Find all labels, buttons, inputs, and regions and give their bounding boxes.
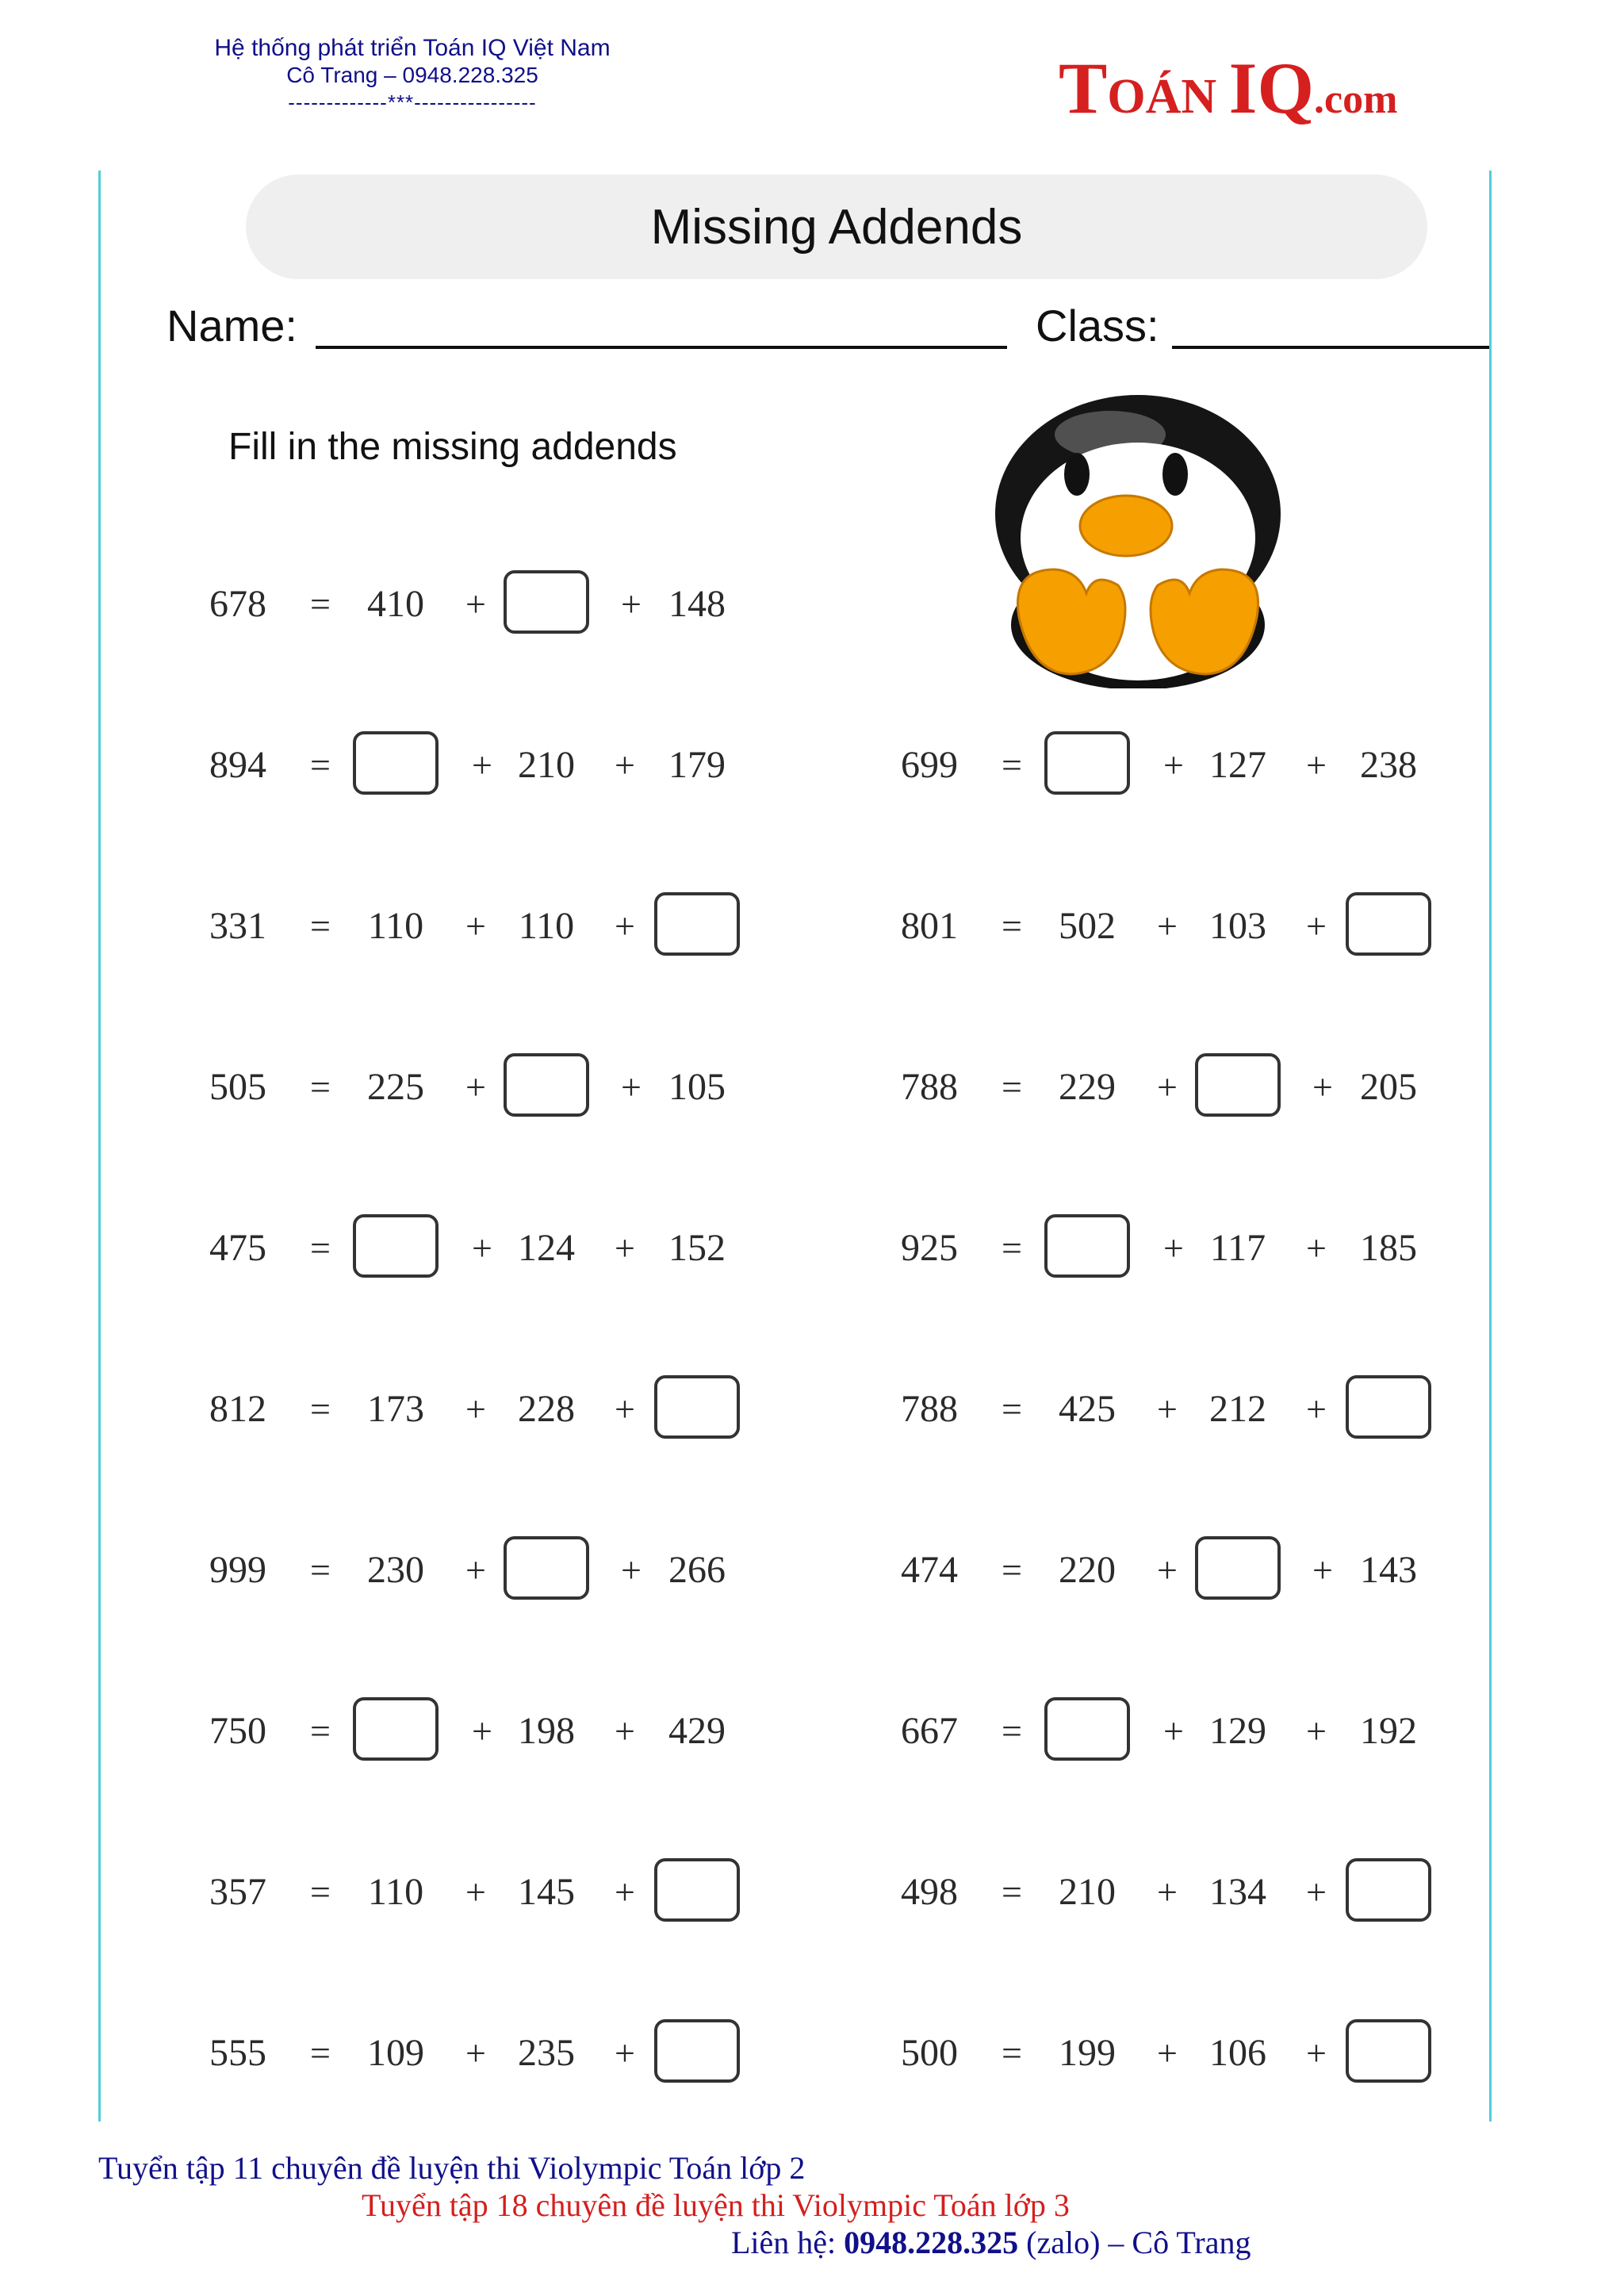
plus-sign: + [1312, 1550, 1333, 1590]
equals-sign: = [310, 1711, 331, 1751]
equation-total: 788 [901, 1066, 958, 1108]
equals-sign: = [1002, 1228, 1022, 1268]
addend-value: 124 [518, 1227, 575, 1269]
footer-contact-prefix: Liên hệ: [731, 2225, 845, 2260]
equation-row [891, 730, 1462, 801]
addend-value: 148 [668, 583, 726, 625]
footer-line-1: Tuyển tập 11 chuyên đề luyện thi Violympic Toán lớp 2 [98, 2150, 806, 2186]
instruction-text: Fill in the missing addends [228, 426, 677, 468]
equation-total: 999 [209, 1549, 266, 1591]
footer-line-2: Tuyển tập 18 chuyên đề luyện thi Violympic Toán lớp 3 [362, 2187, 1070, 2223]
equals-sign: = [310, 1228, 331, 1268]
plus-sign: + [615, 1228, 635, 1268]
plus-sign: + [1306, 1228, 1327, 1268]
equation-row [200, 1052, 771, 1123]
addend-value: 179 [668, 744, 726, 786]
addend-value: 410 [367, 583, 424, 625]
plus-sign: + [621, 1067, 642, 1107]
class-field[interactable] [1172, 346, 1489, 349]
penguin-illustration [991, 387, 1285, 688]
equation-total: 788 [901, 1388, 958, 1430]
addend-value: 199 [1059, 2032, 1116, 2074]
addend-value: 198 [518, 1710, 575, 1752]
equals-sign: = [1002, 1389, 1022, 1429]
plus-sign: + [465, 1872, 486, 1912]
plus-sign: + [1163, 1228, 1184, 1268]
equals-sign: = [310, 584, 331, 624]
equation-total: 699 [901, 744, 958, 786]
equation-total: 925 [901, 1227, 958, 1269]
addend-value: 192 [1360, 1710, 1417, 1752]
header-info [127, 35, 698, 116]
addend-value: 502 [1059, 905, 1116, 947]
equation-row [891, 891, 1462, 962]
equation-total: 500 [901, 2032, 958, 2074]
name-field[interactable] [316, 346, 1007, 349]
addend-value: 127 [1209, 744, 1266, 786]
addend-value: 185 [1360, 1227, 1417, 1269]
equation-total: 505 [209, 1066, 266, 1108]
plus-sign: + [621, 584, 642, 624]
penguin-left-eye [1064, 453, 1090, 496]
plus-sign: + [1157, 1550, 1178, 1590]
equals-sign: = [310, 2033, 331, 2073]
equation-row [200, 569, 771, 640]
addend-value: 173 [367, 1388, 424, 1430]
addend-value: 110 [367, 905, 424, 947]
equals-sign: = [310, 1389, 331, 1429]
missing-addend-box[interactable] [1346, 2019, 1431, 2083]
class-label: Class: [1036, 301, 1159, 351]
missing-addend-box[interactable] [1195, 1053, 1281, 1117]
plus-sign: + [465, 906, 486, 946]
plus-sign: + [1312, 1067, 1333, 1107]
site-logo [1059, 46, 1397, 130]
addend-value: 134 [1209, 1871, 1266, 1913]
equals-sign: = [1002, 1711, 1022, 1751]
equals-sign: = [1002, 2033, 1022, 2073]
equation-row [891, 2018, 1462, 2089]
plus-sign: + [615, 1389, 635, 1429]
missing-addend-box[interactable] [1346, 1858, 1431, 1922]
equals-sign: = [310, 906, 331, 946]
addend-value: 117 [1209, 1227, 1266, 1269]
equation-total: 678 [209, 583, 266, 625]
plus-sign: + [615, 745, 635, 785]
worksheet-title [246, 174, 1427, 279]
equation-row [891, 1535, 1462, 1606]
plus-sign: + [615, 1711, 635, 1751]
missing-addend-box[interactable] [654, 1375, 740, 1439]
missing-addend-box[interactable] [504, 1053, 589, 1117]
addend-value: 129 [1209, 1710, 1266, 1752]
missing-addend-box[interactable] [1044, 1214, 1130, 1278]
plus-sign: + [465, 1550, 486, 1590]
missing-addend-box[interactable] [654, 2019, 740, 2083]
addend-value: 228 [518, 1388, 575, 1430]
plus-sign: + [621, 1550, 642, 1590]
plus-sign: + [1163, 1711, 1184, 1751]
plus-sign: + [465, 1389, 486, 1429]
missing-addend-box[interactable] [504, 570, 589, 634]
equation-total: 750 [209, 1710, 266, 1752]
addend-value: 145 [518, 1871, 575, 1913]
addend-value: 106 [1209, 2032, 1266, 2074]
addend-value: 110 [518, 905, 575, 947]
equation-row [891, 1374, 1462, 1445]
missing-addend-box[interactable] [353, 1214, 439, 1278]
addend-value: 212 [1209, 1388, 1266, 1430]
footer-phone: 0948.228.325 [844, 2225, 1019, 2260]
equation-total: 812 [209, 1388, 266, 1430]
addend-value: 425 [1059, 1388, 1116, 1430]
plus-sign: + [1157, 2033, 1178, 2073]
equals-sign: = [310, 1067, 331, 1107]
missing-addend-box[interactable] [1044, 731, 1130, 795]
equation-row [200, 730, 771, 801]
missing-addend-box[interactable] [353, 731, 439, 795]
equation-row [200, 1857, 771, 1928]
equation-total: 894 [209, 744, 266, 786]
addend-value: 152 [668, 1227, 726, 1269]
plus-sign: + [1306, 2033, 1327, 2073]
logo-part-4: .com [1314, 77, 1398, 122]
missing-addend-box[interactable] [1346, 1375, 1431, 1439]
equation-total: 331 [209, 905, 266, 947]
penguin-right-eye [1162, 453, 1188, 496]
missing-addend-box[interactable] [654, 1858, 740, 1922]
addend-value: 229 [1059, 1066, 1116, 1108]
plus-sign: + [465, 584, 486, 624]
divider-line: -------------***---------------- [288, 90, 537, 114]
equation-row [200, 1696, 771, 1767]
plus-sign: + [1306, 1711, 1327, 1751]
logo-part-1: T [1059, 48, 1108, 128]
org-line: Hệ thống phát triển Toán IQ Việt Nam [214, 35, 611, 61]
addend-value: 429 [668, 1710, 726, 1752]
equals-sign: = [310, 1550, 331, 1590]
plus-sign: + [472, 1228, 492, 1268]
addend-value: 210 [1059, 1871, 1116, 1913]
name-label: Name: [167, 301, 297, 351]
equation-total: 474 [901, 1549, 958, 1591]
equals-sign: = [1002, 906, 1022, 946]
footer-contact-suffix: (zalo) – Cô Trang [1018, 2225, 1251, 2260]
addend-value: 225 [367, 1066, 424, 1108]
logo-part-2: OÁN [1107, 70, 1229, 124]
plus-sign: + [465, 1067, 486, 1107]
equals-sign: = [310, 745, 331, 785]
plus-sign: + [1306, 906, 1327, 946]
plus-sign: + [1163, 745, 1184, 785]
plus-sign: + [1157, 906, 1178, 946]
equation-total: 475 [209, 1227, 266, 1269]
equation-row [891, 1857, 1462, 1928]
plus-sign: + [615, 2033, 635, 2073]
equation-row [200, 1535, 771, 1606]
plus-sign: + [1157, 1872, 1178, 1912]
equals-sign: = [1002, 745, 1022, 785]
right-margin-line [1489, 171, 1492, 2122]
plus-sign: + [465, 2033, 486, 2073]
equals-sign: = [1002, 1550, 1022, 1590]
equation-total: 801 [901, 905, 958, 947]
contact-line: Cô Trang – 0948.228.325 [286, 63, 538, 87]
missing-addend-box[interactable] [1044, 1697, 1130, 1761]
addend-value: 109 [367, 2032, 424, 2074]
penguin-beak [1080, 496, 1172, 556]
addend-value: 238 [1360, 744, 1417, 786]
addend-value: 230 [367, 1549, 424, 1591]
addend-value: 105 [668, 1066, 726, 1108]
equation-row [891, 1052, 1462, 1123]
footer-line-3 [731, 2224, 1251, 2261]
equation-total: 357 [209, 1871, 266, 1913]
equation-row [891, 1696, 1462, 1767]
plus-sign: + [1157, 1067, 1178, 1107]
missing-addend-box[interactable] [1195, 1536, 1281, 1600]
equals-sign: = [310, 1872, 331, 1912]
equation-row [200, 1213, 771, 1284]
plus-sign: + [1306, 745, 1327, 785]
equation-total: 667 [901, 1710, 958, 1752]
left-margin-line [98, 171, 101, 2122]
equation-row [200, 1374, 771, 1445]
equals-sign: = [1002, 1872, 1022, 1912]
plus-sign: + [615, 906, 635, 946]
equals-sign: = [1002, 1067, 1022, 1107]
missing-addend-box[interactable] [353, 1697, 439, 1761]
addend-value: 235 [518, 2032, 575, 2074]
plus-sign: + [472, 1711, 492, 1751]
addend-value: 143 [1360, 1549, 1417, 1591]
addend-value: 266 [668, 1549, 726, 1591]
equation-row [200, 891, 771, 962]
addend-value: 110 [367, 1871, 424, 1913]
worksheet-title-text: Missing Addends [650, 199, 1023, 255]
equation-total: 555 [209, 2032, 266, 2074]
addend-value: 210 [518, 744, 575, 786]
equation-total: 498 [901, 1871, 958, 1913]
plus-sign: + [472, 745, 492, 785]
missing-addend-box[interactable] [654, 892, 740, 956]
missing-addend-box[interactable] [1346, 892, 1431, 956]
addend-value: 205 [1360, 1066, 1417, 1108]
missing-addend-box[interactable] [504, 1536, 589, 1600]
addend-value: 103 [1209, 905, 1266, 947]
logo-part-3: IQ [1228, 48, 1315, 128]
plus-sign: + [1306, 1389, 1327, 1429]
plus-sign: + [1306, 1872, 1327, 1912]
equation-row [200, 2018, 771, 2089]
addend-value: 220 [1059, 1549, 1116, 1591]
plus-sign: + [615, 1872, 635, 1912]
equation-row [891, 1213, 1462, 1284]
plus-sign: + [1157, 1389, 1178, 1429]
